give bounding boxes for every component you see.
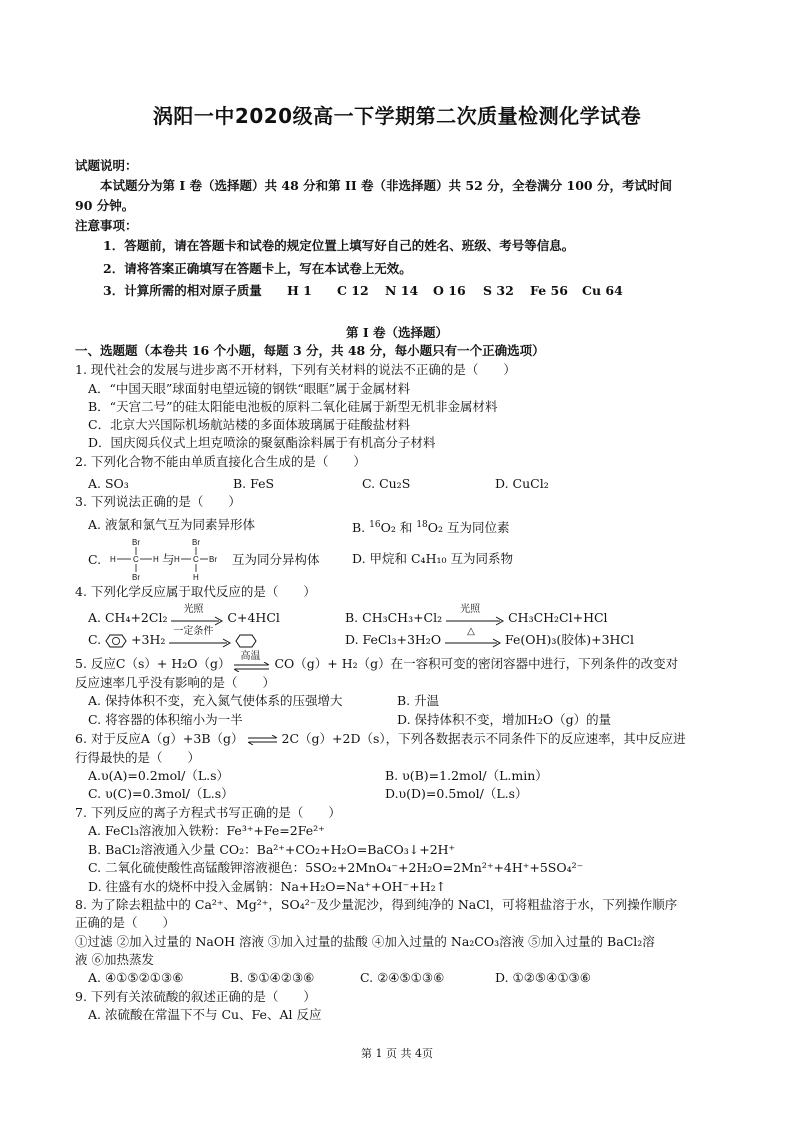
right-arrow-icon — [446, 616, 504, 626]
q7-option-a: A. FeCl₃溶液加入铁粉：Fe³⁺+Fe=2Fe²⁺ — [88, 823, 325, 838]
q9-option-a: A. 浓硫酸在常温下不与 Cu、Fe、Al 反应 — [88, 1007, 322, 1022]
struct1-br-top: Br — [132, 538, 140, 547]
q3-option-b-o2-isotope: O₂ 互为同位素 — [427, 520, 510, 536]
q4-option-d — [345, 625, 634, 649]
q3-option-b-mass-18: 18 — [416, 520, 428, 530]
q8-operations-line1: ①过滤 ②加入过量的 NaOH 溶液 ③加入过量的盐酸 ④加入过量的 Na₂CO₃溶液 ⑤加入过量的 BaCl₂溶 — [75, 934, 655, 949]
q7-stem: 7. 下列反应的离子方程式书写正确的是（ ） — [75, 805, 341, 820]
q2-option-c: C. Cu₂S — [362, 476, 411, 491]
q4-option-c — [88, 625, 257, 649]
section-title: 第 I 卷（选择题） — [345, 325, 449, 340]
q4-d-condition: △ — [467, 625, 475, 637]
q4-c-h2: +3H₂ — [131, 632, 166, 647]
q4-c-condition: 一定条件 — [173, 625, 214, 637]
q8-stem-line1: 8. 为了除去粗盐中的 Ca²⁺、Mg²⁺，SO₄²⁻及少量泥沙，得到纯净的 NaCl，可将粗盐溶于水，下列操作顺序 — [75, 897, 678, 912]
q7-option-d: D. 往盛有水的烧杯中投入金属钠：Na+H₂O=Na⁺+OH⁻+H₂↑ — [88, 879, 447, 894]
q8-option-d: D. ①②⑤④①③⑥ — [495, 970, 591, 985]
struct2-br-right: Br — [209, 555, 217, 564]
q6-option-c: C. υ(C)=0.3mol/（L.s） — [88, 786, 234, 801]
q5-arrow — [234, 650, 270, 673]
q1-option-b: B．“天宫二号”的硅太阳能电池板的原料二氧化硅属于新型无机非金属材料 — [88, 399, 498, 414]
q6-stem-line2: 行得最快的是（ ） — [75, 750, 201, 765]
q4-d-left: D. FeCl₃+3H₂O — [345, 632, 442, 647]
struct1-h-right: H — [153, 555, 159, 564]
q8-stem-line2: 正确的是（ ） — [75, 915, 176, 930]
q4-b-left: B. CH₃CH₃+Cl₂ — [345, 610, 443, 625]
notice-item-3-label: 3．计算所需的相对原子质量 — [103, 283, 262, 298]
atomic-mass-n: N 14 — [385, 283, 419, 298]
q4-b-arrow — [446, 603, 504, 627]
q8-option-b: B. ⑤①④②③⑥ — [230, 970, 315, 985]
q1-stem: 1. 现代社会的发展与进步离不开材料，下列有关材料的说法不正确的是（ ） — [75, 362, 516, 377]
q4-a-right: C+4HCl — [227, 610, 280, 625]
instructions-label: 试题说明： — [75, 158, 138, 173]
q1-option-a: A．“中国天眼”球面射电望远镜的钢铁“眼眶”属于金属材料 — [88, 381, 411, 396]
struct2-br-top: Br — [192, 538, 200, 547]
q3-stem: 3. 下列说法正确的是（ ） — [75, 494, 241, 509]
notice-item-2: 2．请将答案正确填写在答题卡上，写在本试卷上无效。 — [103, 261, 412, 276]
q4-c-arrow — [169, 625, 231, 649]
q5-option-d: D. 保持体积不变，增加H₂O（g）的量 — [397, 712, 612, 727]
page-number: 第 1 页 共 4页 — [361, 1047, 433, 1060]
q4-c-prefix: C. — [88, 632, 102, 647]
q2-stem: 2. 下列化合物不能由单质直接化合生成的是（ ） — [75, 454, 366, 469]
q6-stem-line1 — [75, 731, 686, 747]
instructions-body-line2: 90 分钟。 — [75, 198, 135, 213]
q5-stem-left: 5. 反应C（s）+ H₂O（g） — [75, 656, 231, 671]
notice-label: 注意事项： — [75, 218, 138, 233]
notice-item-1: 1．答题前，请在答题卡和试卷的规定位置上填写好自己的姓名、班级、考号等信息。 — [103, 238, 575, 253]
q3-option-a: A. 液氯和氯气互为同素异形体 — [88, 517, 255, 532]
q6-stem-right: 2C（g）+2D（s），下列各数据表示不同条件下的反应速率，其中反应进 — [281, 731, 686, 746]
atomic-mass-h: H 1 — [287, 283, 312, 298]
cyclohexane-ring-icon — [235, 634, 257, 648]
q9-stem: 9. 下列有关浓硫酸的叙述正确的是（ ） — [75, 989, 316, 1004]
atomic-mass-fe: Fe 56 — [530, 283, 568, 298]
section-heading: 一、选题题（本卷共 16 个小题，每题 3 分，共 48 分，每小题只有一个正确选项） — [75, 343, 545, 358]
q7-option-b: B. BaCl₂溶液通入少量 CO₂：Ba²⁺+CO₂+H₂O=BaCO₃↓+2H⁺ — [88, 842, 456, 857]
q3-option-b-mass-16: 16 — [369, 520, 381, 530]
q3-option-b-prefix: B. — [352, 520, 366, 536]
q2-option-a: A. SO₃ — [88, 476, 129, 491]
q5-condition: 高温 — [240, 650, 261, 662]
q1-option-c: C．北京大兴国际机场航站楼的多面体玻璃属于硅酸盐材料 — [88, 417, 411, 432]
q6-option-d: D.υ(D)=0.5mol/（L.s） — [385, 786, 528, 801]
q4-b-condition: 光照 — [460, 603, 481, 615]
q4-a-left: A. CH₄+2Cl₂ — [88, 610, 168, 625]
struct1-h-left: H — [110, 555, 116, 564]
q4-a-condition: 光照 — [183, 603, 204, 615]
q6-stem-left: 6. 对于反应A（g）+3B（g） — [75, 731, 244, 746]
q3-option-c-and: 与 — [162, 552, 175, 567]
right-arrow-icon — [445, 638, 501, 648]
q5-stem-right: CO（g）+ H₂（g）在一容积可变的密闭容器中进行，下列条件的改变对 — [274, 656, 679, 671]
instructions-body-line1: 本试题分为第 I 卷（选择题）共 48 分和第 II 卷（非选择题）共 52 分，全卷满分 100 分，考试时间 — [100, 178, 672, 193]
q5-stem-line2: 反应速率几乎没有影响的是（ ） — [75, 675, 276, 690]
q8-option-a: A. ④①⑤②①③⑥ — [88, 970, 184, 985]
atomic-mass-c: C 12 — [337, 283, 369, 298]
q5-option-b: B. 升温 — [397, 693, 440, 708]
q6-option-b: B. υ(B)=1.2mol/（L.min） — [385, 768, 548, 783]
equilibrium-arrow-icon — [234, 662, 270, 672]
q4-stem: 4. 下列化学反应属于取代反应的是（ ） — [75, 584, 316, 599]
q7-option-c: C. 二氧化硫使酸性高锰酸钾溶液褪色：5SO₂+2MnO₄⁻+2H₂O=2Mn²⁺+4H⁺+5SO₄²⁻ — [88, 860, 584, 875]
page-title: 涡阳一中2020级高一下学期第二次质量检测化学试卷 — [152, 104, 642, 128]
q4-option-b — [345, 603, 608, 627]
q3-option-d: D. 甲烷和 C₄H₁₀ 互为同系物 — [352, 551, 513, 566]
q4-b-right: CH₃CH₂Cl+HCl — [508, 610, 608, 625]
right-arrow-icon — [169, 638, 231, 648]
q1-option-d: D．国庆阅兵仪式上坦克喷涂的聚氨酯涂料属于有机高分子材料 — [88, 435, 436, 450]
equilibrium-arrow-icon — [248, 735, 278, 745]
benzene-ring-icon — [105, 634, 127, 648]
struct1-br-bottom: Br — [132, 573, 140, 582]
q3-option-c-text: 互为同分异构体 — [232, 552, 320, 567]
atomic-mass-o: O 16 — [433, 283, 466, 298]
q6-option-a: A.υ(A)=0.2mol/（L.s） — [88, 768, 230, 783]
struct1-c: C — [133, 555, 139, 564]
atomic-mass-s: S 32 — [483, 283, 514, 298]
q2-option-b: B. FeS — [233, 476, 275, 491]
q2-option-d: D. CuCl₂ — [495, 476, 549, 491]
q5-option-c: C. 将容器的体积缩小为一半 — [88, 712, 243, 727]
struct2-h-bottom: H — [193, 573, 199, 582]
q3-option-c-prefix: C. — [88, 552, 102, 567]
q8-operations-line2: 液 ⑥加热蒸发 — [75, 952, 154, 967]
struct2-c: C — [193, 555, 199, 564]
q4-d-arrow — [445, 625, 501, 649]
q5-option-a: A. 保持体积不变，充入氮气使体系的压强增大 — [88, 693, 343, 708]
q8-option-c: C. ②④⑤①③⑥ — [360, 970, 445, 985]
struct2-h-left: H — [174, 555, 180, 564]
q3-option-b — [352, 517, 510, 536]
q3-option-b-o2-and: O₂ 和 — [380, 520, 413, 536]
q5-stem-line1 — [75, 650, 679, 673]
atomic-mass-cu: Cu 64 — [582, 283, 623, 298]
q4-d-right: Fe(OH)₃(胶体)+3HCl — [505, 632, 634, 647]
